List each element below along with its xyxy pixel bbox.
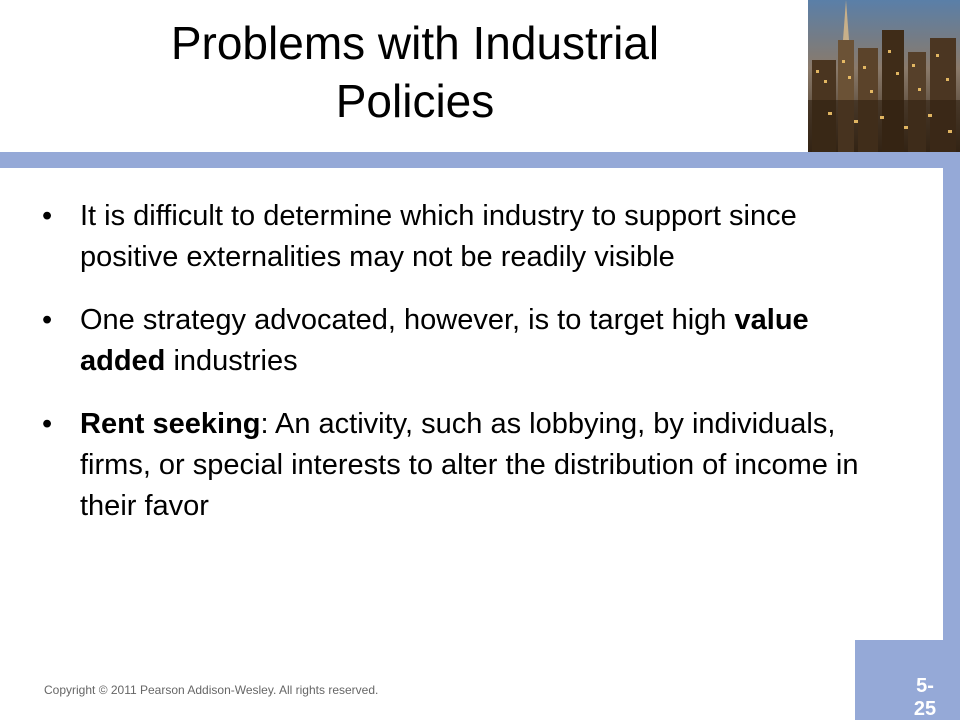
page-number: 5-25	[913, 675, 937, 720]
bullet-text-post: : An activity, such as lobbying, by individuals, firms, or special interests to alter the distribution of income in their favor	[80, 408, 859, 522]
bullet-text-pre: One strategy advocated, however, is to target high	[80, 304, 735, 336]
bullet-list	[42, 196, 902, 549]
slide-title-line-2: Policies	[335, 75, 495, 127]
footer-strip	[0, 640, 855, 720]
bullet-item	[42, 196, 902, 278]
bullet-bold-term: value added	[80, 304, 809, 377]
copyright-notice: Copyright © 2011 Pearson Addison-Wesley. All rights reserved.	[44, 683, 379, 697]
slide-title	[0, 14, 830, 130]
slide-title-line-1: Problems with Industrial	[170, 17, 660, 69]
bullet-bold-term: Rent seeking	[80, 408, 261, 440]
bullet-item	[42, 300, 902, 382]
bullet-text: It is difficult to determine which industry to support since positive externalities may not be readily visible	[80, 200, 797, 273]
bullet-item	[42, 404, 902, 527]
city-skyline-photo	[808, 0, 960, 152]
bullet-text-post: industries	[165, 345, 298, 377]
